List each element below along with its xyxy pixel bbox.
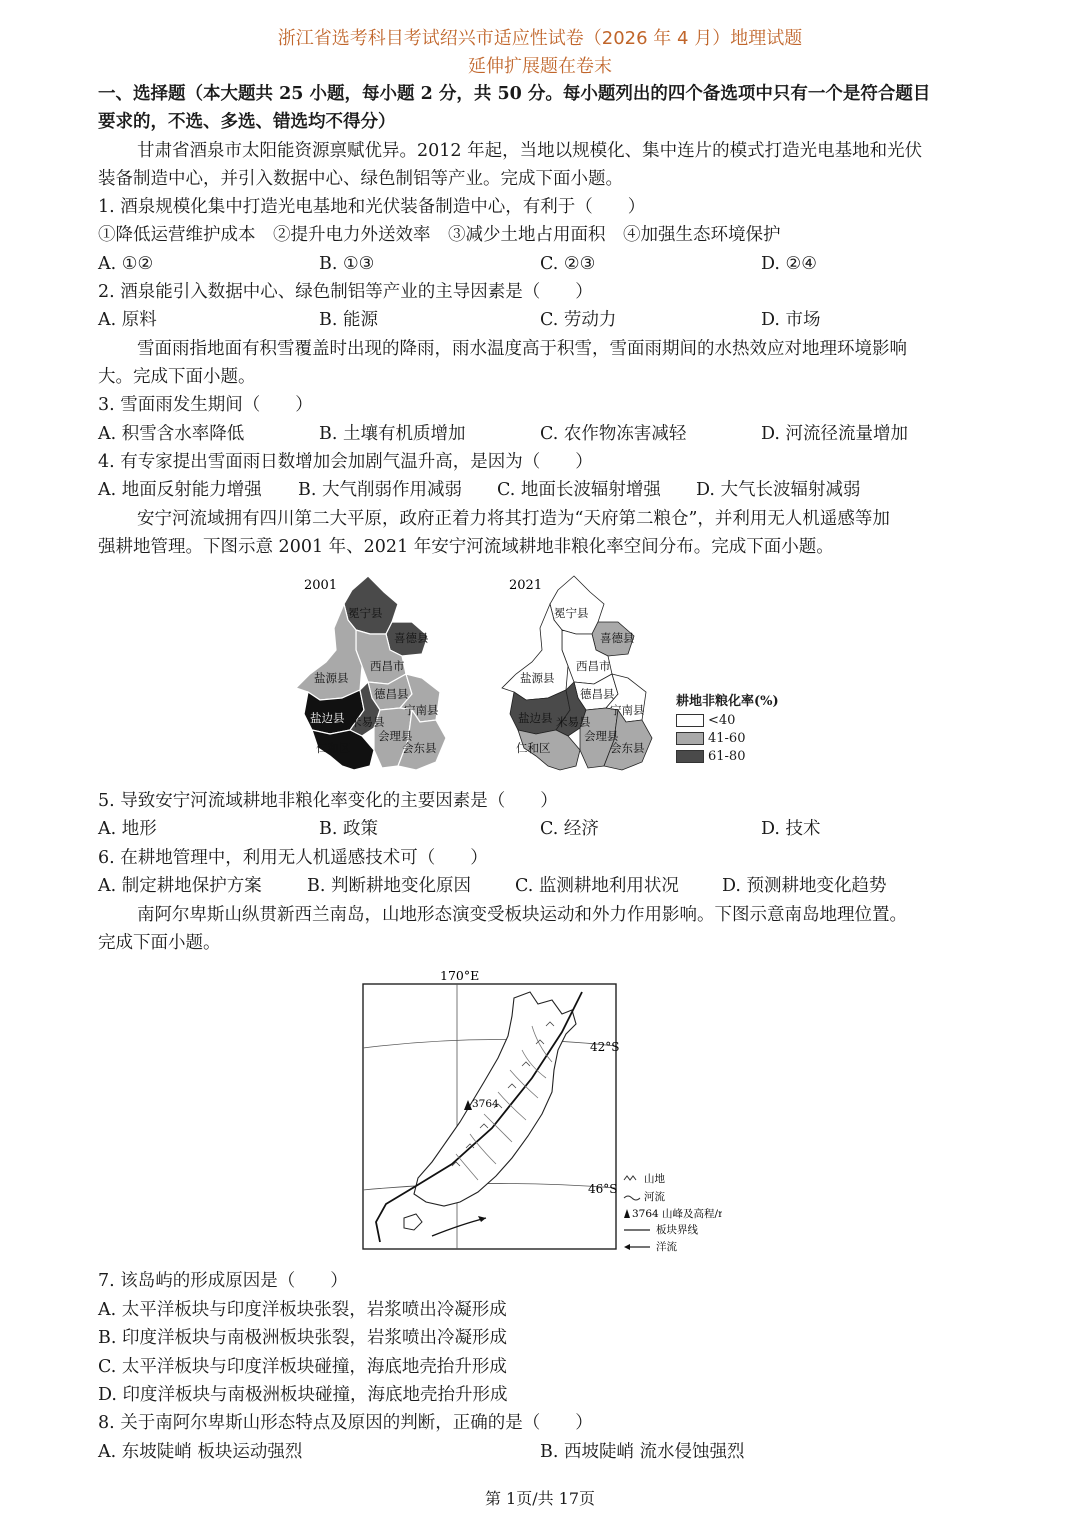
q1-option-d: D. ②④ <box>761 254 817 274</box>
q4-option-c: C. 地面长波辐射增强 <box>497 480 661 500</box>
map2001-label-yanyuan: 盐源县 <box>314 671 349 685</box>
map2001-label-huidong: 会东县 <box>402 741 437 755</box>
map2001-label-xide: 喜德县 <box>394 631 429 645</box>
south-island-map <box>362 966 722 1252</box>
map2001-label-mianning: 冕宁县 <box>348 606 383 620</box>
q6-option-b: B. 判断耕地变化原因 <box>307 876 471 896</box>
map2001-label-renhe: 仁和区 <box>316 741 351 755</box>
q5-option-c: C. 经济 <box>540 819 599 839</box>
map2001-label-yanbian: 盐边县 <box>310 711 345 725</box>
q6-option-c: C. 监测耕地利用状况 <box>515 876 679 896</box>
map2021-label-huidong: 会东县 <box>610 741 645 755</box>
q2-option-d: D. 市场 <box>761 310 821 330</box>
q6-option-a: A. 制定耕地保护方案 <box>98 876 262 896</box>
q5-stem: 5. 导致安宁河流域耕地非粮化率变化的主要因素是（ ） <box>98 791 558 811</box>
q4-option-b: B. 大气削弱作用减弱 <box>298 480 462 500</box>
map2021-label-mianning: 冕宁县 <box>554 606 589 620</box>
map-legend <box>676 690 779 767</box>
legend-mountain-symbol <box>624 1176 636 1180</box>
q8-option-b: B. 西坡陡峭 流水侵蚀强烈 <box>540 1442 745 1462</box>
q1-option-b: B. ①③ <box>319 254 375 274</box>
non-grain-rate-maps <box>290 570 810 780</box>
map2-lon-label: 170°E <box>440 968 480 983</box>
map2001-label-xichang: 西昌市 <box>370 659 405 673</box>
map-year-2001: 2001 <box>304 578 338 593</box>
map-year-2021: 2021 <box>509 578 543 593</box>
q7-option-c: C. 太平洋板块与印度洋板块碰撞，海底地壳抬升形成 <box>98 1357 507 1377</box>
passage1-line2: 装备制造中心，并引入数据中心、绿色制铝等产业。完成下面小题。 <box>98 169 623 189</box>
legend-swatch-low <box>676 714 704 727</box>
map2-peak-label: 3764 <box>472 1098 499 1110</box>
q2-option-b: B. 能源 <box>319 310 378 330</box>
q1-option-c: C. ②③ <box>540 254 596 274</box>
passage2-line1: 雪面雨指地面有积雪覆盖时出现的降雨，雨水温度高于积雪，雪面雨期间的水热效应对地理环境影响 <box>137 339 907 359</box>
map2-lat2-label: 46°S <box>588 1182 618 1196</box>
q5-option-d: D. 技术 <box>761 819 821 839</box>
q3-stem: 3. 雪面雨发生期间（ ） <box>98 395 313 415</box>
map2021-label-renhe: 仁和区 <box>516 741 551 755</box>
map2001-label-miyi: 米易县 <box>350 715 385 729</box>
passage3-line1: 安宁河流域拥有四川第二大平原，政府正着力将其打造为“天府第二粮仓”，并利用无人机遥感等加 <box>137 509 890 529</box>
map2001-label-dechang: 德昌县 <box>374 687 409 701</box>
section-heading-line2: 要求的，不选、多选、错选均不得分） <box>98 112 396 132</box>
legend-label-mid: 41-60 <box>708 731 746 746</box>
q7-stem: 7. 该岛屿的形成原因是（ ） <box>98 1271 348 1291</box>
q1-option-a: A. ①② <box>98 254 154 274</box>
q4-option-d: D. 大气长波辐射减弱 <box>696 480 861 500</box>
map2021-label-huili: 会理县 <box>584 729 619 743</box>
map2021-label-yanyuan: 盐源县 <box>520 671 555 685</box>
q3-option-d: D. 河流径流量增加 <box>761 424 909 444</box>
map2001-label-huili: 会理县 <box>378 729 413 743</box>
map2021-label-xide: 喜德县 <box>600 631 635 645</box>
q1-stem: 1. 酒泉规模化集中打造光电基地和光伏装备制造中心，有利于（ ） <box>98 197 646 217</box>
passage1-line1: 甘肃省酒泉市太阳能资源禀赋优异。2012 年起，当地以规模化、集中连片的模式打造光电基地和光伏 <box>137 141 923 161</box>
legend-river-symbol <box>624 1196 640 1200</box>
q1-items: ①降低运营维护成本 ②提升电力外送效率 ③减少土地占用面积 ④加强生态环境保护 <box>98 225 781 245</box>
page-number: 第 1页/共 17页 <box>484 1489 596 1508</box>
map2021-label-xichang: 西昌市 <box>576 659 611 673</box>
passage3-line2: 强耕地管理。下图示意 2001 年、2021 年安宁河流域耕地非粮化率空间分布。完成下面小题。 <box>98 537 834 557</box>
q4-stem: 4. 有专家提出雪面雨日数增加会加剧气温升高，是因为（ ） <box>98 452 593 472</box>
q2-option-c: C. 劳动力 <box>540 310 617 330</box>
q4-option-a: A. 地面反射能力增强 <box>98 480 262 500</box>
legend-peak-symbol <box>624 1209 630 1218</box>
legend-river-label: 河流 <box>644 1191 665 1203</box>
q8-option-a: A. 东坡陡峭 板块运动强烈 <box>98 1442 303 1462</box>
legend-swatch-high <box>676 750 704 763</box>
legend-current-label: 洋流 <box>656 1241 677 1252</box>
q3-option-c: C. 农作物冻害减轻 <box>540 424 687 444</box>
legend-row-low <box>676 713 779 728</box>
q2-stem: 2. 酒泉能引入数据中心、绿色制铝等产业的主导因素是（ ） <box>98 282 593 302</box>
legend-swatch-mid <box>676 732 704 745</box>
south-island-map-svg <box>362 966 722 1252</box>
section-heading-line1: 一、选择题（本大题共 25 小题，每小题 2 分，共 50 分。每小题列出的四个备选项中只有一个是符合题目 <box>98 84 931 104</box>
map2021-label-dechang: 德昌县 <box>580 687 615 701</box>
legend-label-high: 61-80 <box>708 749 746 764</box>
q3-option-b: B. 土壤有机质增加 <box>319 424 466 444</box>
map2-legend <box>624 1172 722 1252</box>
map2001-label-ningnan: 宁南县 <box>404 703 439 717</box>
legend-row-high <box>676 749 779 764</box>
legend-mountain-label: 山地 <box>644 1173 665 1185</box>
map2021-label-yanbian: 盐边县 <box>518 711 553 725</box>
legend-current-arrowhead <box>624 1244 630 1250</box>
map2021-label-ningnan: 宁南县 <box>610 703 645 717</box>
q8-stem: 8. 关于南阿尔卑斯山形态特点及原因的判断，正确的是（ ） <box>98 1413 593 1433</box>
q7-option-a: A. 太平洋板块与印度洋板块张裂，岩浆喷出冷凝形成 <box>98 1300 507 1320</box>
exam-subtitle: 延伸扩展题在卷末 <box>468 56 612 77</box>
map2021-label-miyi: 米易县 <box>556 715 591 729</box>
legend-label-low: <40 <box>708 713 736 728</box>
q7-option-d: D. 印度洋板块与南极洲板块碰撞，海底地壳抬升形成 <box>98 1385 508 1405</box>
legend-row-mid <box>676 731 779 746</box>
exam-title: 浙江省选考科目考试绍兴市适应性试卷（2026 年 4 月）地理试题 <box>277 28 803 49</box>
q6-option-d: D. 预测耕地变化趋势 <box>722 876 887 896</box>
q7-option-b: B. 印度洋板块与南极洲板块张裂，岩浆喷出冷凝形成 <box>98 1328 507 1348</box>
passage4-line2: 完成下面小题。 <box>98 933 221 953</box>
q2-option-a: A. 原料 <box>98 310 157 330</box>
legend-peak-label: 3764 山峰及高程/m <box>632 1208 722 1220</box>
q5-option-a: A. 地形 <box>98 819 157 839</box>
q6-stem: 6. 在耕地管理中，利用无人机遥感技术可（ ） <box>98 848 488 868</box>
q3-option-a: A. 积雪含水率降低 <box>98 424 245 444</box>
q5-option-b: B. 政策 <box>319 819 378 839</box>
passage2-line2: 大。完成下面小题。 <box>98 367 256 387</box>
passage4-line1: 南阿尔卑斯山纵贯新西兰南岛，山地形态演变受板块运动和外力作用影响。下图示意南岛地理位置。 <box>137 905 907 925</box>
map-legend-title: 耕地非粮化率(%) <box>676 694 779 709</box>
legend-boundary-label: 板块界线 <box>656 1224 698 1236</box>
map2-lat1-label: 42°S <box>590 1040 620 1054</box>
